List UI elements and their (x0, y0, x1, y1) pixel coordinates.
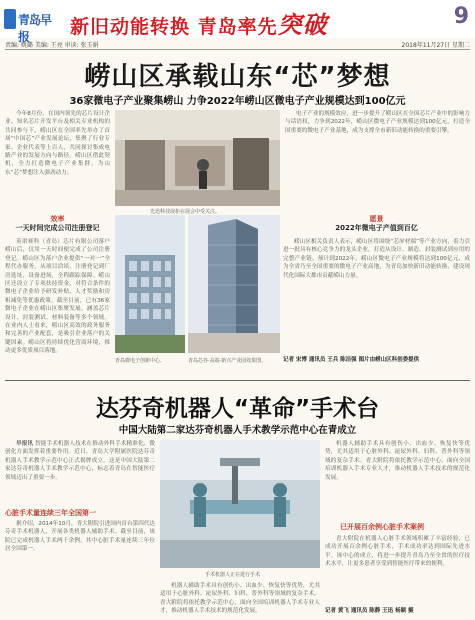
article1-section3-body: 崂山区相关负责人表示，崂山区将围绕“芯屏材端”等产业方向，着力引进一批具有核心竞争力的龙头企业，打造从设计、制造、封装测试到应用的完整产业链。预计到2022年，崂山区微电子产业规模将达到100亿元，成为全省乃至全国重要的微电子产业高地，为青岛加快新旧动能转换、建设现代化国际大都市贡献崂山力量。 (283, 239, 470, 279)
newspaper-logo (4, 9, 54, 44)
article2-section-title: 心脏手术量连续三年全国第一 (5, 509, 96, 517)
page-banner (0, 0, 475, 44)
article2-byline: 记者 黄飞 通讯员 陈静 王迅 杨颖 摄 (325, 608, 414, 614)
article1-intro-col1: 今年8月份，在国内领先的芯片设计企业、知名芯片开发平台及相关专业机构的共同参与下，崂山区在全国率先举办了首场“中国芯”产业发展论坛，集聚了行业专家、企业代表等上百人，共同探讨集成电路产业的发展方向与路径。崂山区借此契机，全力打造微电子产业集群，为山东“芯”梦想注入强劲动力。 (5, 111, 110, 176)
logo-text: 青岛早报 (18, 13, 52, 44)
article1-headline: 崂山区承载山东“芯”梦想 (84, 62, 391, 92)
article1-section1-body: 英诺赛科（青岛）芯片有限公司落户崂山后，仅用一天时间便完成了公司注册登记。崂山区为落户企业提供“一对一”全程代办服务，从项目洽谈、注册登记到厂房选址、设备进场，全程跟踪保障。崂山区还设立了专项扶持资金，对符合条件的微电子企业给予研发补贴、人才奖励和房租减免等优惠政策。截至目前，已有36家微电子企业在崂山区集聚发展，涵盖芯片设计、封装测试、材料装备等多个领域。在业内人士看来，崂山区高效的政务服务和完善的产业配套，是吸引企业落户的关键因素。崂山区将持续优化营商环境，推动更多优质项目落地。 (5, 239, 110, 355)
issue-meta-line (5, 40, 470, 50)
article2-subhead: 中国大陆第二家达芬奇机器人手术教学示范中心在青成立 (118, 425, 357, 436)
article1-photo-park-caption: 青岛芯谷·高端·新兴产业园效果图。 (188, 358, 267, 364)
issue-date: 2018年11月27日 星期二 (401, 42, 470, 49)
article2-right-col-body: 机器人辅助手术具有创伤小、出血少、恢复快等优势，尤其适用于心脏外科、泌尿外科、妇科、普外科等领域的复杂手术。青大附院将依托教学示范中心，面向全国培训机器人手术专业人才，推动机器人手术技术的规范化发展。 (325, 441, 470, 481)
article2-photo-surgery (160, 440, 320, 568)
logo-mark-icon (4, 9, 16, 29)
article2-photo-text: 机器人辅助手术具有创伤小、出血少、恢复快等优势，尤其适用于心脏外科、泌尿外科、妇科、普外科等领域的复杂手术。青大附院将依托教学示范中心，面向全国培训机器人手术专业人才，推动机器人手术技术的规范化发展。 (160, 583, 320, 615)
article1-section3-heading (283, 215, 470, 233)
article2-right-title: 已开展百余例心脏手术案例 (340, 523, 424, 531)
article1-photo-industrial-park (188, 215, 280, 353)
article-divider (5, 380, 470, 381)
page-number: 9 (453, 4, 469, 29)
article2-intro: 早报讯 智能手术机器人技术在推动外科手术精准化、微创化方面发挥着重要作用。近日，青岛大学附属医院达芬奇机器人手术教学示范中心正式揭牌成立，这是中国大陆第二家达芬奇机器人手术教学示范中心，标志着青岛在智能医疗领域迈出了重要一步。 (5, 441, 155, 481)
article2-right-col-body2: 青大附院在机器人心脏手术领域积累了丰富经验，已成功开展百余例心脏手术，手术成功率达到国际先进水平。该中心的成立，将进一步提升青岛乃至全省的医疗技术水平，让更多患者享受到智能医疗带来的便利。 (325, 536, 470, 568)
article2-byline-prefix: 早报讯 (16, 441, 34, 447)
article1-section1-kicker: 效率 (50, 215, 65, 223)
article1-intro-col2: 电子产业的规模效应，进一步提升了崂山区在全国芯片产业中的影响力与话语权，力争到2022年，崂山区微电子产业规模达到100亿元，打造全国重要的微电子产业基地，成为支撑全市新旧动能转换的重要引擎。 (285, 111, 470, 134)
article1-section1-heading (5, 215, 110, 233)
article1-section1-title: 一天时间完成公司注册登记 (15, 224, 100, 232)
banner-title-text: 新旧动能转换 青岛率先 (70, 16, 278, 38)
article2-headline: 达芬奇机器人“革命”手术台 (95, 396, 380, 422)
article1-section3-kicker: 愿景 (369, 215, 384, 223)
article2-photo-caption: 手术机器人正在进行手术 (205, 572, 261, 578)
article1-photo-innovation-center (115, 215, 185, 353)
article1-photo-showroom-caption: 光迅科技展柜在展会中受关注。 (150, 209, 221, 215)
banner-title-emphasis: 突破 (277, 11, 328, 39)
article1-photo-showroom (115, 110, 280, 206)
article2-section-body: 据介绍，2014年10月，青大附院引进国内首台第四代达芬奇手术机器人，开展各类机器人辅助手术。截至目前，该院已完成机器人手术两千余例，其中心脏手术量连续三年位居全国第一。 (5, 521, 155, 553)
article1-subhead: 36家微电子产业聚集崂山 力争2022年崂山区微电子产业规模达到100亿元 (69, 96, 406, 107)
article1-section3-title: 2022年微电子产值到百亿 (335, 224, 418, 232)
banner-title (70, 5, 328, 40)
article1-byline: 记者 宋博 通讯员 王兵 陈洁强 图片由崂山区科创委提供 (283, 357, 420, 363)
article1-photo-innovation-caption: 青岛微电子创新中心。 (115, 358, 166, 364)
editor-credits: 责编: 姚璐 美编: 王亮 审读: 张玉娟 (5, 42, 99, 49)
